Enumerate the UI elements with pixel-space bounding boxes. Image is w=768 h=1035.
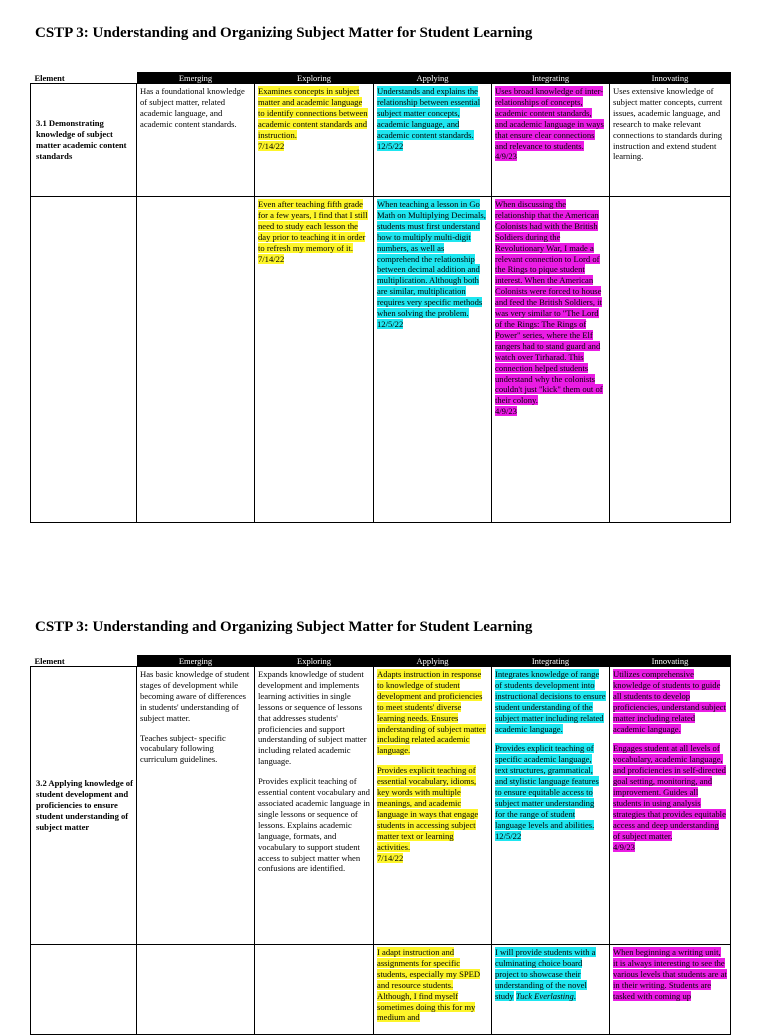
rubric-table-3-1: [30, 72, 731, 523]
header-emerging: Emerging: [137, 655, 255, 667]
innovating-evidence-cell: When beginning a writing unit, it is always interesting to see the various levels that students are at in their writing. Students are tasked with coming up: [610, 945, 731, 1035]
element-cell: 3.1 Demonstrating knowledge of subject matter academic content standards: [31, 84, 137, 197]
header-integrating: Integrating: [492, 655, 610, 667]
applying-cell: Understands and explains the relationship between essential subject matter concepts, academic language, and academic content standards. 12/5/22: [374, 84, 492, 197]
header-element: Element: [31, 72, 137, 84]
page-2-title: CSTP 3: Understanding and Organizing Subject Matter for Student Learning: [35, 619, 533, 635]
exploring-cell: Expands knowledge of student development and implements learning activities in single lessons or sequence of lessons that addresses students' proficiencies and support understanding of subject matter including related academic language. Provides explicit teaching of essential content vocabulary and associated academic language in single lessons or sequence of lessons. Explains academic language, formats, and vocabulary to support student access to subject matter when confusions are identified.: [255, 667, 374, 945]
integrating-cell: Integrates knowledge of range of students development into instructional decisions to ensure student understanding of the subject matter including related academic language. Provides explicit teaching of specific academic language, text structures, grammatical, and stylistic language features to ensure equitable access to subject matter understanding for the range of student language levels and abilities. 12/5/22: [492, 667, 610, 945]
applying-cell: Adapts instruction in response to knowledge of student development and proficiencies to meet students' diverse learning needs. Ensures understanding of subject matter including related academic language. Provides explicit teaching of essential vocabulary, idioms, key words with multiple meanings, and academic language in ways that engage students in accessing subject matter text or learning activities. 7/14/22: [374, 667, 492, 945]
integrating-cell: Uses broad knowledge of inter-relationships of concepts, academic content standards, and academic language in ways that ensure clear connections and relevance to students. 4/9/23: [492, 84, 610, 197]
element-cell: [31, 197, 137, 523]
exploring-cell: Examines concepts in subject matter and academic language to identify connections between academic content standards and instruction. 7/14/22: [255, 84, 374, 197]
header-integrating: Integrating: [492, 72, 610, 84]
innovating-cell: Uses extensive knowledge of subject matter concepts, current issues, academic language, and research to make relevant connections to standards during instruction and extend student learning.: [610, 84, 731, 197]
exploring-evidence-cell: Even after teaching fifth grade for a few years, I find that I still need to study each lesson the day prior to teaching it in order to refresh my memory of it. 7/14/22: [255, 197, 374, 523]
table-row: [31, 667, 731, 945]
header-innovating: Innovating: [610, 655, 731, 667]
exploring-cell: [255, 945, 374, 1035]
header-innovating: Innovating: [610, 72, 731, 84]
rubric-table-3-2: [30, 655, 731, 1035]
innovating-cell: [610, 197, 731, 523]
emerging-cell: Has a foundational knowledge of subject matter, related academic language, and academic content standards.: [137, 84, 255, 197]
table-row: [31, 945, 731, 1035]
header-exploring: Exploring: [255, 72, 374, 84]
emerging-cell: [137, 197, 255, 523]
integrating-evidence-cell: I will provide students with a culminating choice board project to showcase their understanding of the novel study Tuck Everlasting.: [492, 945, 610, 1035]
emerging-cell: Has basic knowledge of student stages of development while becoming aware of differences in students' understanding of subject matter. Teaches subject- specific vocabulary following curriculum guidelines.: [137, 667, 255, 945]
element-cell: 3.2 Applying knowledge of student development and proficiencies to ensure student understanding of subject matter: [31, 667, 137, 945]
applying-evidence-cell: I adapt instruction and assignments for specific students, especially my SPED and resource students. Although, I find myself sometimes doing this for my medium and: [374, 945, 492, 1035]
page-1-title: CSTP 3: Understanding and Organizing Subject Matter for Student Learning: [35, 25, 533, 41]
integrating-evidence-cell: When discussing the relationship that the American Colonists had with the British Soldiers during the Revolutionary War, I made a relevant connection to Lord of the Rings to pique student interest. When the American Colonists were forced to house and feed the British Soldiers, it was very similar to "The Lord of the Rings: The Rings of Power" series, where the Elf rangers had to stand guard and watch over Tirharad. This connection helped students understand why the colonists couldn't just "kick" them out of their colony. 4/9/23: [492, 197, 610, 523]
table-row: [31, 84, 731, 197]
emerging-cell: [137, 945, 255, 1035]
header-applying: Applying: [374, 655, 492, 667]
header-element: Element: [31, 655, 137, 667]
element-cell: [31, 945, 137, 1035]
header-emerging: Emerging: [137, 72, 255, 84]
applying-evidence-cell: When teaching a lesson in Go Math on Multiplying Decimals, students must first understand how to multiply multi-digit numbers, as well as comprehend the relationship between decimal addition and multiplication. Although both are similar, multiplication requires very specific methods when solving the problem. 12/5/22: [374, 197, 492, 523]
table-row: [31, 197, 731, 523]
header-exploring: Exploring: [255, 655, 374, 667]
header-applying: Applying: [374, 72, 492, 84]
innovating-cell: Utilizes comprehensive knowledge of students to guide all students to develop proficiencies, understand subject matter including related academic language. Engages student at all levels of vocabulary, academic language, and proficiencies in self-directed goal setting, monitoring, and improvement. Guides all students in using analysis strategies that provides equitable access and deep understanding of subject matter. 4/9/23: [610, 667, 731, 945]
